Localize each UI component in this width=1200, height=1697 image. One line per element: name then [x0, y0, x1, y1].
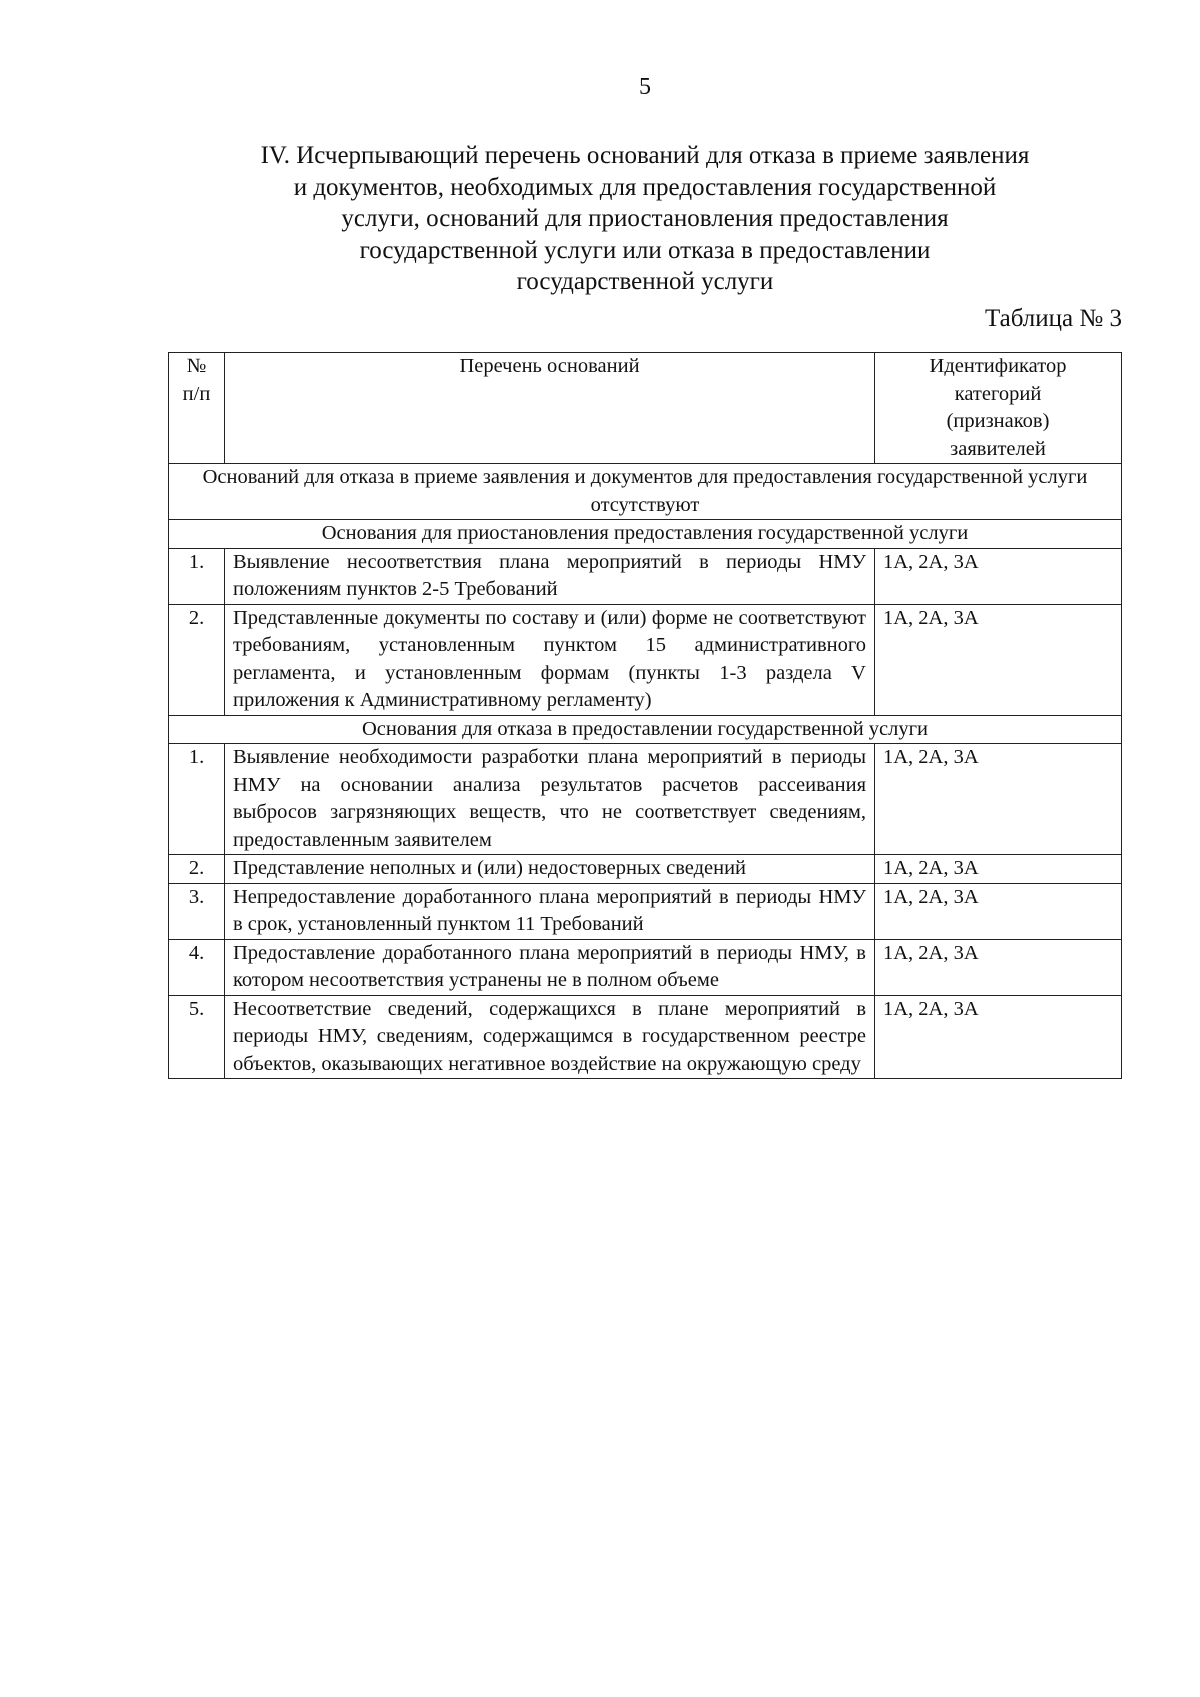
grounds-table	[168, 352, 1122, 1079]
section-reject-intake: Оснований для отказа в приеме заявления и документов для предоставления государственной услуги отсутствуют	[169, 464, 1122, 520]
table-row	[169, 855, 1122, 884]
heading-line: IV. Исчерпывающий перечень оснований для отказа в приеме заявления	[260, 142, 1030, 169]
row-identifier: 1А, 2А, 3А	[875, 604, 1122, 715]
row-ground: Непредоставление доработанного плана мероприятий в периоды НМУ в срок, установленный пунктом 11 Требований	[225, 883, 875, 939]
heading-line: государственной услуги	[516, 268, 774, 295]
row-number: 5.	[169, 995, 225, 1079]
table-header-row	[169, 353, 1122, 464]
section-heading	[175, 140, 1115, 298]
header-grounds: Перечень оснований	[225, 353, 875, 464]
row-identifier: 1А, 2А, 3А	[875, 744, 1122, 855]
section-row	[169, 715, 1122, 744]
header-number	[169, 353, 225, 464]
page-number: 5	[639, 74, 651, 100]
section-row	[169, 520, 1122, 549]
table-row	[169, 995, 1122, 1079]
heading-line: и документов, необходимых для предоставления государственной	[293, 173, 997, 201]
row-ground: Выявление необходимости разработки плана мероприятий в периоды НМУ на основании анализа результатов расчетов рассеивания выбросов загрязняющих веществ, что не соответствует сведениям, предоставленным заявителем	[225, 744, 875, 855]
table-row	[169, 548, 1122, 604]
table-row	[169, 744, 1122, 855]
heading-line: государственной услуги или отказа в предоставлении	[359, 236, 931, 264]
row-number: 2.	[169, 855, 225, 884]
heading-line: услуги, оснований для приостановления предоставления	[341, 205, 949, 232]
table-row	[169, 883, 1122, 939]
header-number-line: п/п	[182, 382, 211, 405]
section-suspend: Основания для приостановления предоставления государственной услуги	[169, 520, 1122, 549]
row-number: 3.	[169, 883, 225, 939]
row-identifier: 1А, 2А, 3А	[875, 548, 1122, 604]
header-number-line: №	[186, 355, 207, 377]
header-identifier-line: Идентификатор	[929, 355, 1067, 377]
row-number: 1.	[169, 548, 225, 604]
table-row	[169, 604, 1122, 715]
row-ground: Несоответствие сведений, содержащихся в плане мероприятий в периоды НМУ, сведениям, содержащимся в государственном реестре объектов, оказывающих негативное воздействие на окружающую среду	[225, 995, 875, 1079]
row-ground: Представленные документы по составу и (или) форме не соответствуют требованиям, установленным пунктом 15 административного регламента, и установленным формам (пункты 1-3 раздела V приложения к Административному регламенту)	[225, 604, 875, 715]
row-number: 1.	[169, 744, 225, 855]
header-identifier-line: (признаков)	[946, 410, 1050, 432]
row-ground: Предоставление доработанного плана мероприятий в периоды НМУ, в котором несоответствия устранены не в полном объеме	[225, 939, 875, 995]
row-identifier: 1А, 2А, 3А	[875, 883, 1122, 939]
row-ground: Выявление несоответствия плана мероприятий в периоды НМУ положениям пунктов 2-5 Требований	[225, 548, 875, 604]
row-number: 2.	[169, 604, 225, 715]
row-identifier: 1А, 2А, 3А	[875, 939, 1122, 995]
header-identifier-line: заявителей	[950, 437, 1046, 460]
row-identifier: 1А, 2А, 3А	[875, 855, 1122, 884]
table-row	[169, 939, 1122, 995]
header-identifier	[875, 353, 1122, 464]
section-row	[169, 464, 1122, 520]
row-identifier: 1А, 2А, 3А	[875, 995, 1122, 1079]
row-number: 4.	[169, 939, 225, 995]
table-caption: Таблица № 3	[984, 305, 1122, 332]
header-identifier-line: категорий	[954, 382, 1042, 405]
section-refuse: Основания для отказа в предоставлении государственной услуги	[169, 715, 1122, 744]
row-ground: Представление неполных и (или) недостоверных сведений	[225, 855, 875, 884]
